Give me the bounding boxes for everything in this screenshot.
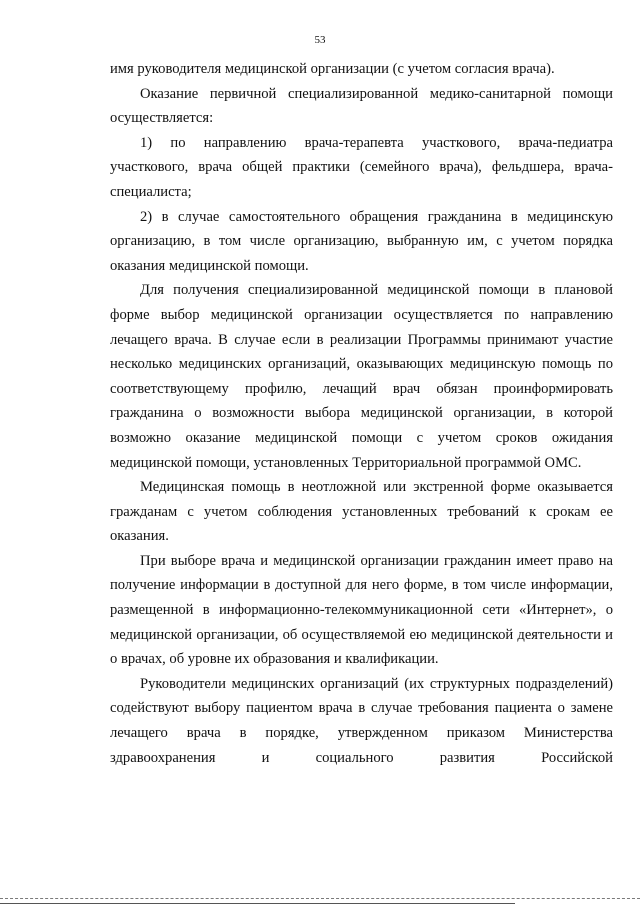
scan-artifact-edge	[0, 903, 515, 904]
paragraph-specialized-care: Для получения специализированной медицинской помощи в плановой форме выбор медицинской организации осуществляется по направлению лечащего врача. В случае если в реализации Программы принимают участие несколько медицинских организаций, оказывающих медицинскую помощь по соответствующему профилю, лечащий врач обязан проинформировать гражданина о возможности выбора медицинской организации, в которой возможно оказание медицинской помощи с учетом сроков ожидания медицинской помощи, установленных Территориальной программой ОМС.	[110, 282, 613, 471]
scan-artifact-line	[0, 898, 640, 899]
paragraph-information-right: При выборе врача и медицинской организации гражданин имеет право на получение информации в доступной для него форме, в том числе информации, размещенной в информационно-телекоммуникационной сети «Интернет», о медицинской организации, об осуществляемой ею медицинской деятельности и о врачах, об уровне их образования и квалификации.	[110, 552, 613, 668]
page-number: 53	[314, 34, 326, 46]
paragraph-list-item-1: 1) по направлению врача-терапевта участкового, врача-педиатра участкового, врача общей практики (семейного врача), фельдшера, врача-специалиста;	[110, 134, 613, 200]
paragraph-primary-care-intro: Оказание первичной специализированной медико-санитарной помощи осуществляется:	[110, 85, 613, 127]
paragraph-managers: Руководители медицинских организаций (их структурных подразделений) содействуют выбору пациентом врача в случае требования пациента о замене лечащего врача в порядке, утвержденном приказом Министерства здравоохранения и социального развития Российской	[110, 675, 613, 766]
paragraph-emergency-care: Медицинская помощь в неотложной или экстренной форме оказывается гражданам с учетом соблюдения установленных требований к срокам ее оказания.	[110, 479, 613, 545]
paragraph-list-item-2: 2) в случае самостоятельного обращения гражданина в медицинскую организацию, в том числе организацию, выбранную им, с учетом порядка оказания медицинской помощи.	[110, 208, 613, 274]
document-body	[110, 57, 613, 770]
paragraph-continuation: имя руководителя медицинской организации (с учетом согласия врача).	[110, 61, 555, 77]
